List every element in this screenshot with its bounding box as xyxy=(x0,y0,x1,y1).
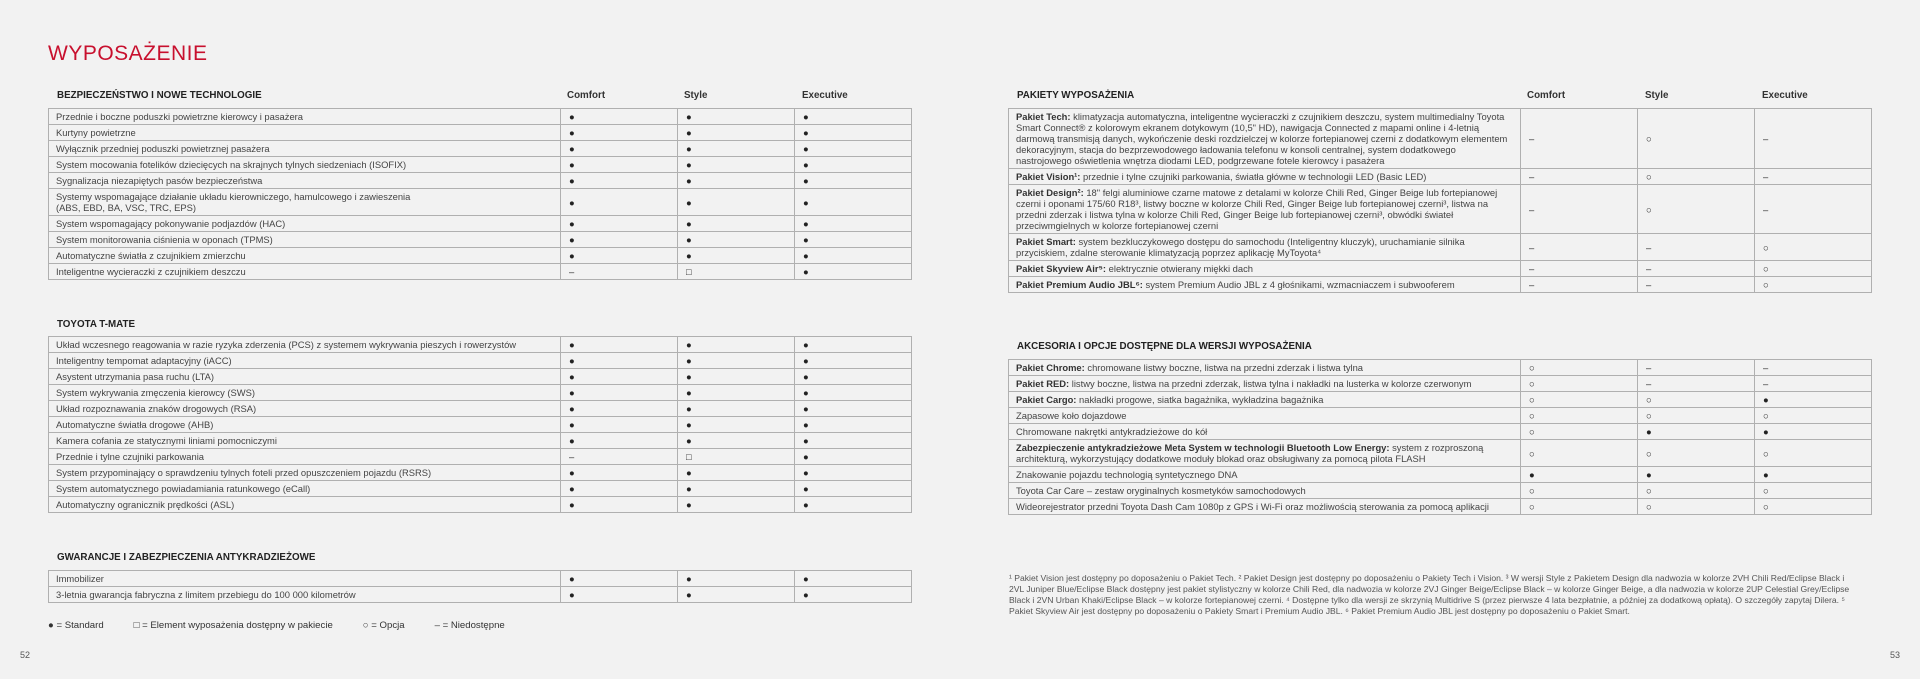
legend-unavailable: – = Niedostępne xyxy=(434,620,505,631)
mark-comfort: – xyxy=(561,449,678,465)
row-label-text: Asystent utrzymania pasa ruchu (LTA) xyxy=(56,371,215,382)
packages-table xyxy=(1008,108,1872,293)
row-label xyxy=(49,189,561,216)
mark-style: □ xyxy=(678,264,795,280)
row-label-bold: Pakiet Chrome: xyxy=(1016,362,1085,373)
mark-style: ● xyxy=(678,173,795,189)
row-label-text: Sygnalizacja niezapiętych pasów bezpieczeństwa xyxy=(56,175,263,186)
table-row xyxy=(1009,169,1872,185)
tmate-table xyxy=(48,336,912,513)
row-label xyxy=(1009,234,1521,261)
mark-executive: ○ xyxy=(1755,234,1872,261)
row-label xyxy=(49,401,561,417)
legend xyxy=(48,620,505,631)
row-label-text: Automatyczny ogranicznik prędkości (ASL) xyxy=(56,499,235,510)
table-row xyxy=(49,216,912,232)
row-label xyxy=(1009,499,1521,515)
table-row xyxy=(49,173,912,189)
section-title-accessories: AKCESORIA I OPCJE DOSTĘPNE DLA WERSJI WYPOSAŻENIA xyxy=(1017,341,1312,352)
mark-executive: ● xyxy=(795,216,912,232)
row-label-text: Inteligentny tempomat adaptacyjny (iACC) xyxy=(56,355,232,366)
row-label xyxy=(1009,185,1521,234)
mark-executive: ● xyxy=(1755,392,1872,408)
row-label-text: Kurtyny powietrzne xyxy=(56,127,136,138)
mark-executive: – xyxy=(1755,169,1872,185)
mark-comfort: ● xyxy=(561,417,678,433)
mark-executive: ● xyxy=(795,497,912,513)
row-label-bold: Pakiet Design²: xyxy=(1016,187,1084,198)
mark-comfort: ● xyxy=(561,248,678,264)
mark-comfort: ● xyxy=(561,433,678,449)
table-row xyxy=(49,157,912,173)
mark-executive: ● xyxy=(1755,424,1872,440)
row-label-text: Immobilizer xyxy=(56,573,104,584)
row-label xyxy=(1009,169,1521,185)
mark-comfort: – xyxy=(1521,185,1638,234)
mark-executive: – xyxy=(1755,185,1872,234)
mark-executive: ● xyxy=(795,173,912,189)
table-row xyxy=(49,232,912,248)
table-row xyxy=(49,433,912,449)
mark-style: ● xyxy=(678,248,795,264)
table-row xyxy=(1009,440,1872,467)
row-label xyxy=(49,232,561,248)
mark-comfort: ○ xyxy=(1521,483,1638,499)
row-label-text: system Premium Audio JBL z 4 głośnikami, wzmacniaczem i subwooferem xyxy=(1142,279,1455,290)
row-label-bold: Pakiet Tech: xyxy=(1016,111,1071,122)
mark-comfort: ● xyxy=(561,571,678,587)
row-label-text: Wideorejestrator przedni Toyota Dash Cam 1080p z GPS i Wi-Fi oraz możliwością sterowania za pomocą aplikacji xyxy=(1016,501,1489,512)
table-row xyxy=(1009,499,1872,515)
mark-comfort: ● xyxy=(561,232,678,248)
mark-executive: ● xyxy=(795,401,912,417)
row-label-text: klimatyzacja automatyczna, inteligentne wycieraczki z czujnikiem deszczu, system multimedialny Toyota Smart Connect® z kolorowym ekranem dotykowym (10,5" HD), nawigacja Connected z mapami online i 4-letnią darmową transmisją danych, wykończenie deski rozdzielczej w kolorze fortepianowej czerni z dodatkowym elementem dekoracyjnym, stacja do bezprzewodowego ładowania telefonu w konsoli centralnej, system dodatkowego nastrojowego oświetlenia wnętrza diodami LED, podgrzewane fotele kierowcy i pasażera xyxy=(1016,111,1508,166)
mark-executive: – xyxy=(1755,360,1872,376)
mark-style: ● xyxy=(678,109,795,125)
mark-style: – xyxy=(1638,234,1755,261)
mark-comfort: ● xyxy=(561,465,678,481)
table-row xyxy=(49,189,912,216)
row-label xyxy=(49,157,561,173)
mark-style: – xyxy=(1638,277,1755,293)
mark-style: ● xyxy=(678,232,795,248)
column-header-comfort-right: Comfort xyxy=(1527,90,1566,101)
row-label-text: chromowane listwy boczne, listwa na przedni zderzak i listwa tylna xyxy=(1084,362,1364,373)
mark-comfort: – xyxy=(1521,277,1638,293)
row-label xyxy=(1009,440,1521,467)
row-label xyxy=(49,497,561,513)
mark-comfort: – xyxy=(1521,169,1638,185)
mark-style: ○ xyxy=(1638,440,1755,467)
table-row xyxy=(1009,234,1872,261)
mark-executive: ● xyxy=(795,385,912,401)
mark-comfort: ● xyxy=(561,173,678,189)
row-label-text: elektrycznie otwierany miękki dach xyxy=(1106,263,1253,274)
accessories-table xyxy=(1008,359,1872,515)
mark-comfort: ● xyxy=(561,385,678,401)
row-label xyxy=(49,109,561,125)
legend-package: □ = Element wyposażenia dostępny w pakiecie xyxy=(133,620,333,631)
mark-style: ● xyxy=(678,571,795,587)
table-row xyxy=(1009,185,1872,234)
row-label xyxy=(1009,109,1521,169)
mark-style: ● xyxy=(1638,424,1755,440)
row-label-bold: Pakiet Smart: xyxy=(1016,236,1076,247)
table-row xyxy=(1009,424,1872,440)
row-label xyxy=(49,385,561,401)
mark-executive: ○ xyxy=(1755,277,1872,293)
section-title-safety: BEZPIECZEŃSTWO I NOWE TECHNOLOGIE xyxy=(57,90,262,101)
mark-comfort: ● xyxy=(561,157,678,173)
mark-comfort: ● xyxy=(561,141,678,157)
mark-comfort: – xyxy=(561,264,678,280)
table-row xyxy=(49,248,912,264)
row-label-text: Znakowanie pojazdu technologią syntetycznego DNA xyxy=(1016,469,1238,480)
row-label-text: Kamera cofania ze statycznymi liniami pomocniczymi xyxy=(56,435,277,446)
mark-executive: ● xyxy=(795,353,912,369)
mark-executive: ● xyxy=(795,109,912,125)
mark-style: ● xyxy=(678,125,795,141)
mark-style: ● xyxy=(678,369,795,385)
mark-executive: – xyxy=(1755,109,1872,169)
mark-executive: ○ xyxy=(1755,499,1872,515)
mark-executive: ● xyxy=(795,481,912,497)
row-label xyxy=(49,353,561,369)
mark-comfort: ○ xyxy=(1521,499,1638,515)
row-label xyxy=(49,125,561,141)
table-row xyxy=(49,337,912,353)
warranty-table xyxy=(48,570,912,603)
row-label xyxy=(1009,408,1521,424)
row-label-text: System przypominający o sprawdzeniu tylnych foteli przed opuszczeniem pojazdu (RSRS) xyxy=(56,467,432,478)
mark-style: ○ xyxy=(1638,185,1755,234)
mark-style: ● xyxy=(678,189,795,216)
mark-style: ● xyxy=(678,587,795,603)
row-label-text: Systemy wspomagające działanie układu kierowniczego, hamulcowego i zawieszenia (ABS, EBD, BA, VSC, TRC, EPS) xyxy=(56,191,411,213)
row-label-text: Układ rozpoznawania znaków drogowych (RSA) xyxy=(56,403,257,414)
row-label-text: System automatycznego powiadamiania ratunkowego (eCall) xyxy=(56,483,311,494)
legend-option: ○ = Opcja xyxy=(362,620,405,631)
row-label-text: Układ wczesnego reagowania w razie ryzyka zderzenia (PCS) z systemem wykrywania pieszych i rowerzystów xyxy=(56,339,517,350)
table-row xyxy=(1009,483,1872,499)
table-row xyxy=(49,125,912,141)
mark-style: ● xyxy=(678,385,795,401)
mark-comfort: ○ xyxy=(1521,408,1638,424)
row-label-text: Inteligentne wycieraczki z czujnikiem deszczu xyxy=(56,266,246,277)
row-label xyxy=(49,417,561,433)
table-row xyxy=(1009,109,1872,169)
mark-style: ● xyxy=(678,433,795,449)
table-row xyxy=(49,109,912,125)
row-label xyxy=(49,264,561,280)
mark-style: ● xyxy=(678,481,795,497)
row-label-text: przednie i tylne czujniki parkowania, światła główne w technologii LED (Basic LED) xyxy=(1080,171,1427,182)
mark-executive: ● xyxy=(795,433,912,449)
table-row xyxy=(1009,261,1872,277)
table-row xyxy=(1009,392,1872,408)
mark-executive: ● xyxy=(795,141,912,157)
row-label-text: listwy boczne, listwa na przedni zderzak, listwa tylna i nakładki na lusterka w kolorze czerwonym xyxy=(1069,378,1472,389)
mark-style: ○ xyxy=(1638,483,1755,499)
row-label-text: Toyota Car Care – zestaw oryginalnych kosmetyków samochodowych xyxy=(1016,485,1306,496)
row-label-text: Automatyczne światła z czujnikiem zmierzchu xyxy=(56,250,246,261)
row-label-text: System wspomagający pokonywanie podjazdów (HAC) xyxy=(56,218,286,229)
column-header-executive: Executive xyxy=(802,90,848,101)
row-label-bold: Pakiet RED: xyxy=(1016,378,1070,389)
mark-comfort: ● xyxy=(561,216,678,232)
mark-comfort: ○ xyxy=(1521,376,1638,392)
row-label xyxy=(49,173,561,189)
row-label xyxy=(49,216,561,232)
mark-comfort: ● xyxy=(1521,467,1638,483)
mark-style: ● xyxy=(678,353,795,369)
table-row xyxy=(1009,408,1872,424)
row-label-text: nakładki progowe, siatka bagażnika, wykładzina bagażnika xyxy=(1076,394,1324,405)
mark-executive: ● xyxy=(795,157,912,173)
mark-comfort: ● xyxy=(561,481,678,497)
row-label-text: Przednie i boczne poduszki powietrzne kierowcy i pasażera xyxy=(56,111,304,122)
mark-style: ● xyxy=(678,401,795,417)
mark-comfort: ● xyxy=(561,401,678,417)
row-label xyxy=(49,141,561,157)
mark-comfort: ○ xyxy=(1521,424,1638,440)
mark-executive: ○ xyxy=(1755,261,1872,277)
row-label-text: Przednie i tylne czujniki parkowania xyxy=(56,451,204,462)
page-number-left: 52 xyxy=(20,650,31,660)
mark-style: ○ xyxy=(1638,169,1755,185)
page-title: WYPOSAŻENIE xyxy=(48,42,208,65)
mark-style: ○ xyxy=(1638,499,1755,515)
mark-style: – xyxy=(1638,261,1755,277)
mark-style: ● xyxy=(1638,467,1755,483)
row-label-bold: Pakiet Premium Audio JBL⁶: xyxy=(1016,279,1143,290)
mark-style: ● xyxy=(678,417,795,433)
table-row xyxy=(49,465,912,481)
row-label xyxy=(49,571,561,587)
mark-executive: ● xyxy=(1755,467,1872,483)
mark-style: ● xyxy=(678,157,795,173)
table-row xyxy=(49,587,912,603)
row-label xyxy=(49,337,561,353)
row-label xyxy=(49,449,561,465)
table-row xyxy=(49,571,912,587)
row-label xyxy=(1009,277,1521,293)
row-label xyxy=(1009,424,1521,440)
mark-style: – xyxy=(1638,376,1755,392)
mark-comfort: – xyxy=(1521,261,1638,277)
row-label-bold: Pakiet Skyview Air⁵: xyxy=(1016,263,1107,274)
row-label-text: 3-letnia gwarancja fabryczna z limitem przebiegu do 100 000 kilometrów xyxy=(56,589,356,600)
column-header-executive-right: Executive xyxy=(1762,90,1808,101)
mark-style: ○ xyxy=(1638,392,1755,408)
row-label-text: System mocowania fotelików dziecięcych na skrajnych tylnych siedzeniach (ISOFIX) xyxy=(56,159,407,170)
table-row xyxy=(1009,360,1872,376)
table-row xyxy=(49,497,912,513)
mark-style: ● xyxy=(678,337,795,353)
mark-style: □ xyxy=(678,449,795,465)
mark-executive: ○ xyxy=(1755,408,1872,424)
row-label xyxy=(49,587,561,603)
mark-executive: ○ xyxy=(1755,483,1872,499)
row-label xyxy=(49,433,561,449)
row-label xyxy=(1009,483,1521,499)
row-label-text: System wykrywania zmęczenia kierowcy (SWS) xyxy=(56,387,255,398)
mark-comfort: ● xyxy=(561,353,678,369)
row-label-bold: Zabezpieczenie antykradzieżowe Meta System w technologii Bluetooth Low Energy: xyxy=(1016,442,1390,453)
table-row xyxy=(49,481,912,497)
row-label xyxy=(49,481,561,497)
mark-comfort: ● xyxy=(561,337,678,353)
mark-executive: ● xyxy=(795,248,912,264)
mark-comfort: ● xyxy=(561,109,678,125)
row-label xyxy=(1009,261,1521,277)
legend-standard: ● = Standard xyxy=(48,620,104,631)
mark-comfort: ○ xyxy=(1521,440,1638,467)
table-row xyxy=(1009,277,1872,293)
table-row xyxy=(49,449,912,465)
column-header-style-right: Style xyxy=(1645,90,1669,101)
mark-style: – xyxy=(1638,360,1755,376)
mark-comfort: ● xyxy=(561,587,678,603)
mark-style: ○ xyxy=(1638,408,1755,424)
table-row xyxy=(1009,467,1872,483)
row-label xyxy=(49,465,561,481)
row-label-text: Zapasowe koło dojazdowe xyxy=(1016,410,1127,421)
row-label-text: system bezkluczykowego dostępu do samochodu (Inteligentny kluczyk), uruchamianie silnika przyciskiem, zdalne sterowanie klimatyzacją poprzez aplikację MyToyota⁴ xyxy=(1016,236,1465,258)
row-label-bold: Pakiet Cargo: xyxy=(1016,394,1077,405)
mark-executive: ● xyxy=(795,369,912,385)
table-row xyxy=(49,401,912,417)
mark-style: ● xyxy=(678,141,795,157)
row-label-text: system z rozproszoną architekturą, wykorzystujący dodatkowe moduły blokad oraz obsługiwany za pomocą pilota FLASH xyxy=(1016,442,1484,464)
mark-executive: ● xyxy=(795,337,912,353)
row-label-bold: Pakiet Vision¹: xyxy=(1016,171,1081,182)
section-title-warranty: GWARANCJE I ZABEZPIECZENIA ANTYKRADZIEŻOWE xyxy=(57,552,316,563)
row-label xyxy=(1009,360,1521,376)
row-label-text: Wyłącznik przedniej poduszki powietrznej pasażera xyxy=(56,143,270,154)
row-label-text: Automatyczne światła drogowe (AHB) xyxy=(56,419,214,430)
mark-executive: ● xyxy=(795,465,912,481)
table-row xyxy=(49,353,912,369)
mark-executive: ● xyxy=(795,571,912,587)
mark-comfort: – xyxy=(1521,234,1638,261)
footnotes: ¹ Pakiet Vision jest dostępny po doposażeniu o Pakiet Tech. ² Pakiet Design jest dostępny po doposażeniu o Pakiety Tech i Vision. ³ W wersji Style z Pakietem Design dla nadwozia w kolorze 2VH Chili Red/Eclipse Black i 2VL Juniper Blue/Eclipse Black dostępny jest pakiet stylistyczny w kolorze Chili Red, dla nadwozia w kolorze 2VJ Ginger Beige/Eclipse Black – w kolorze Ginger Beige, a dla nadwozia w kolorze 2UP Celestial Grey/Eclipse Black i 2VN Urban Khaki/Eclipse Black – w kolorze fortepianowej czerni. ⁴ Dostępne tylko dla wersji ze skrzynią Multidrive S (przez pierwsze 4 lata bezpłatnie, a później za dodatkową opłatą). O szczegóły zapytaj Dilera. ⁵ Pakiet Skyview Air jest dostępny po doposażeniu o Pakiety Smart i Premium Audio JBL. ⁶ Pakiet Premium Audio JBL jest dostępny po doposażeniu o Pakiet Smart. xyxy=(1009,573,1850,616)
row-label-text: Chromowane nakrętki antykradzieżowe do kół xyxy=(1016,426,1208,437)
row-label xyxy=(1009,392,1521,408)
mark-executive: ● xyxy=(795,264,912,280)
safety-table xyxy=(48,108,912,280)
mark-executive: ○ xyxy=(1755,440,1872,467)
page-number-right: 53 xyxy=(1890,650,1901,660)
column-header-style: Style xyxy=(684,90,708,101)
column-header-comfort: Comfort xyxy=(567,90,606,101)
mark-executive: ● xyxy=(795,189,912,216)
row-label-text: 18" felgi aluminiowe czarne matowe z detalami w kolorze Chili Red, Ginger Beige lub fortepianowej czerni i oponami 175/60 R18³, listwy boczne w kolorze Chili Red, Ginger Beige lub fortepianowej czerni³, listwa na przedni zderzak i listwa tylna w kolorze Chili Red, Ginger Beige lub fortepianowej czerni³, obwódki świateł przeciwmgielnych w kolorze fortepianowej czerni xyxy=(1016,187,1498,231)
mark-executive: – xyxy=(1755,376,1872,392)
row-label xyxy=(1009,376,1521,392)
table-row xyxy=(49,369,912,385)
mark-style: ● xyxy=(678,465,795,481)
table-row xyxy=(49,264,912,280)
section-title-packages: PAKIETY WYPOSAŻENIA xyxy=(1017,90,1135,101)
row-label xyxy=(49,248,561,264)
mark-style: ● xyxy=(678,216,795,232)
table-row xyxy=(1009,376,1872,392)
table-row xyxy=(49,417,912,433)
mark-style: ● xyxy=(678,497,795,513)
mark-comfort: ○ xyxy=(1521,392,1638,408)
mark-comfort: ● xyxy=(561,497,678,513)
mark-comfort: ● xyxy=(561,369,678,385)
table-row xyxy=(49,141,912,157)
table-row xyxy=(49,385,912,401)
mark-executive: ● xyxy=(795,125,912,141)
mark-executive: ● xyxy=(795,449,912,465)
row-label xyxy=(1009,467,1521,483)
section-title-tmate: TOYOTA T-MATE xyxy=(57,319,136,330)
mark-comfort: ● xyxy=(561,125,678,141)
mark-comfort: ○ xyxy=(1521,360,1638,376)
row-label-text: System monitorowania ciśnienia w oponach (TPMS) xyxy=(56,234,273,245)
mark-executive: ● xyxy=(795,232,912,248)
mark-style: ○ xyxy=(1638,109,1755,169)
mark-comfort: – xyxy=(1521,109,1638,169)
mark-comfort: ● xyxy=(561,189,678,216)
mark-executive: ● xyxy=(795,417,912,433)
row-label xyxy=(49,369,561,385)
mark-executive: ● xyxy=(795,587,912,603)
